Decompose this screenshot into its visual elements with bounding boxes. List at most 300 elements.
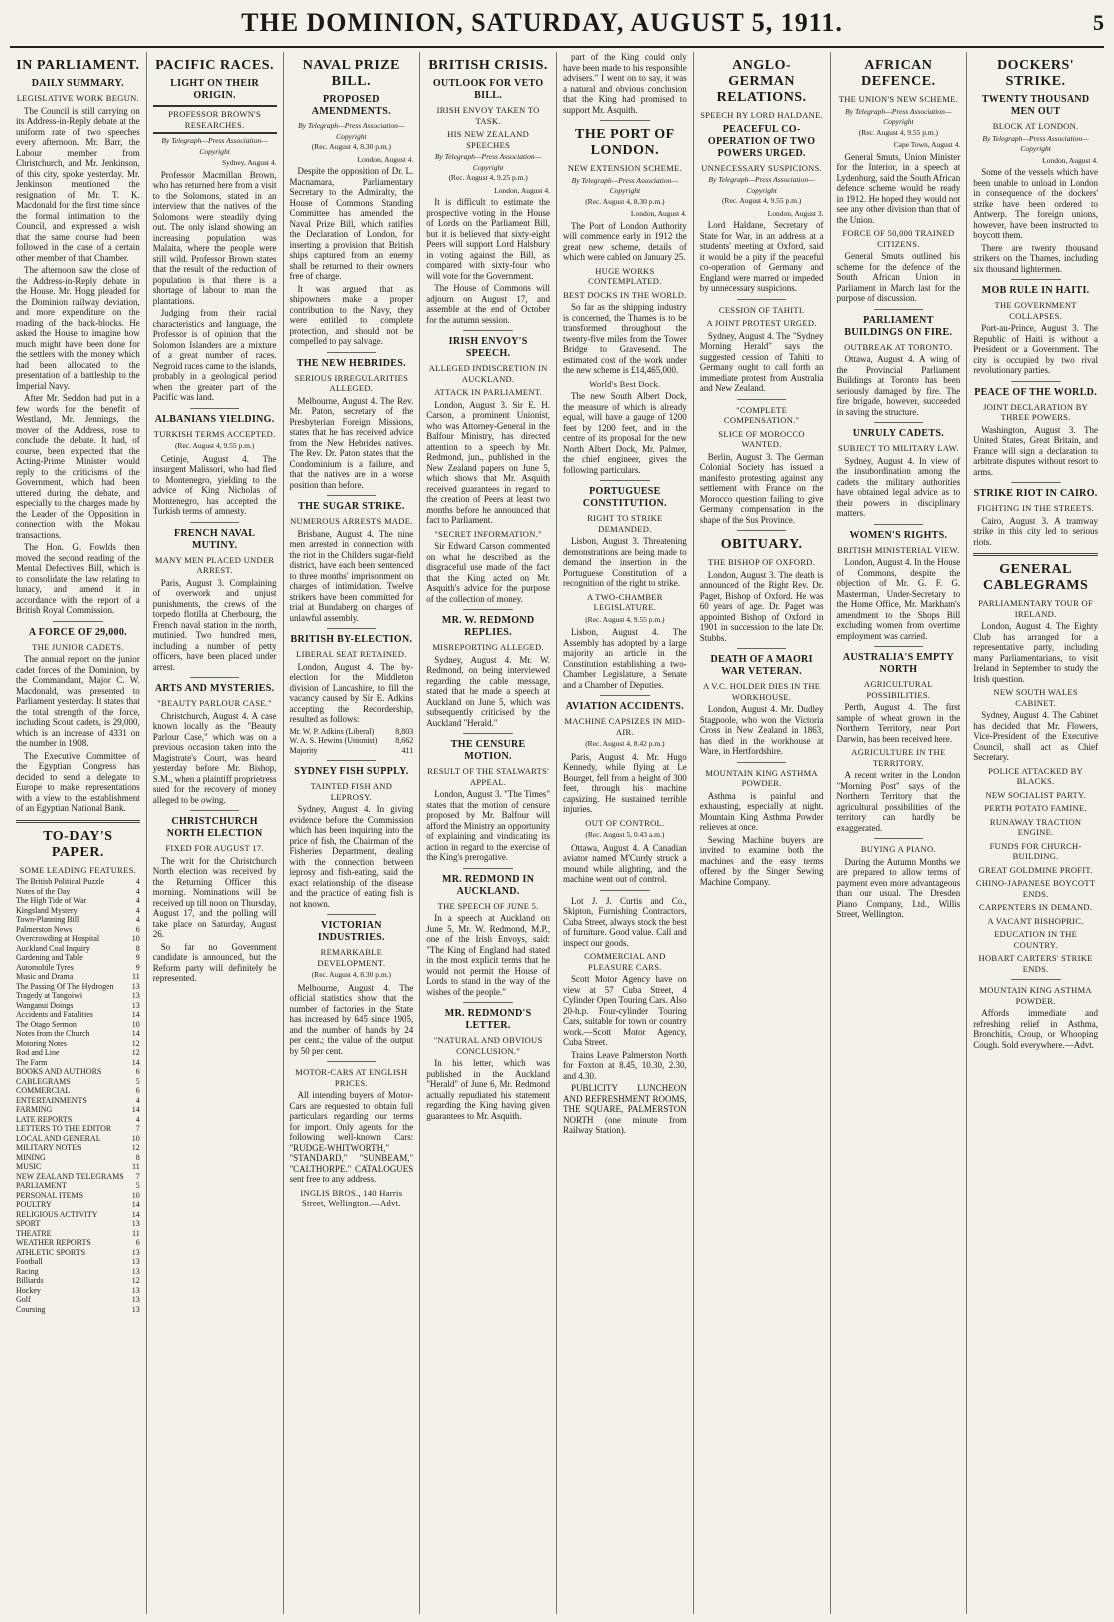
contents-row	[16, 1248, 140, 1258]
subhead: TURKISH TERMS ACCEPTED.	[153, 428, 276, 439]
contents-page: 4	[135, 915, 140, 924]
article-paragraph: London, August 4. Mr. Dudley Stagpoole, who won the Victoria Cross in New Zealand in 1863, has died in the workhouse at Ware, in Hertfordshire.	[699, 704, 824, 756]
headline: ALBANIANS YIELDING.	[154, 413, 275, 425]
contents-row	[16, 1267, 140, 1277]
received-line: (Rec. August 4, 9.55 p.m.)	[174, 441, 255, 450]
contents-row	[16, 1276, 140, 1286]
received-line: (Rec. August 4, 9.55 p.m.)	[858, 127, 939, 137]
divider	[327, 1061, 377, 1062]
divider	[327, 495, 377, 496]
subhead: HOBART CARTERS' STRIKE ENDS.	[978, 953, 1093, 974]
subhead: "SECRET INFORMATION."	[434, 528, 542, 539]
advert-heading: MOTOR-CARS AT ENGLISH PRICES.	[295, 1067, 408, 1088]
article-paragraph: London, August 4. The by-election for the Middleton division of Lancashire, to fill the vacancy caused by Sir E. Adkins accepting the Recordership, resulted as follows:	[289, 661, 414, 724]
column-2	[147, 52, 284, 1614]
article-paragraph: Sir Edward Carson commented on what he described as the disgraceful use made of the fact that the King acted on Mr. Asquith's advice for the purpose of the collection of money.	[426, 541, 550, 604]
page-number: 5	[1093, 10, 1104, 35]
article-paragraph: There are twenty thousand strikers on the Thames, including six thousand lightermen.	[973, 242, 1098, 274]
contents-page: 10	[131, 934, 140, 943]
advert-body: PUBLICITY LUNCHEON AND REFRESHMENT ROOMS, THE SQUARE, PALMERSTON NORTH (one minute from Railway Station).	[563, 1083, 687, 1135]
contents-label: Notes of the Day	[16, 886, 71, 896]
contents-page: 5	[135, 1076, 140, 1086]
contents-label: Accidents and Fatalities	[16, 1010, 93, 1019]
divider	[1011, 279, 1061, 280]
received-line: (Rec. August 4, 8.30 p.m.)	[311, 970, 392, 979]
headline: VICTORIAN INDUSTRIES.	[317, 920, 385, 943]
subhead: THE JUNIOR CADETS.	[32, 641, 124, 652]
subhead: CARPENTERS IN DEMAND.	[978, 902, 1093, 912]
contents-page: 4	[135, 886, 140, 896]
advert-body: All intending buyers of Motor-Cars are requested to obtain full particulars regarding our terms for import. Only agents for the following well-known Cars: "RUDGE-WHITWORTH," "STANDARD," "SUNBEAM," "CALTHORPE." CATALOGUES sent free to any address.	[289, 1090, 414, 1184]
result-votes: 8,662	[395, 736, 414, 745]
divider	[463, 868, 513, 869]
subhead: SPEECH BY LORD HALDANE.	[700, 110, 823, 120]
result-name: Majority	[289, 745, 318, 755]
subhead: BLOCK AT LONDON.	[992, 121, 1079, 131]
divider	[327, 914, 377, 915]
divider	[1011, 381, 1061, 382]
divider	[1011, 979, 1061, 980]
contents-label: Tragedy at Tangoiwi	[16, 991, 83, 1000]
dateline: Cape Town, August 4.	[893, 140, 961, 149]
divider	[874, 422, 924, 423]
contents-page: 13	[131, 1266, 140, 1276]
subhead: PERTH POTATO FAMINE.	[984, 803, 1087, 813]
divider	[737, 299, 787, 300]
article-paragraph: Ottawa, August 4. A wing of the Provincial Parliament Buildings at Toronto has been seriously damaged by fire. The fire brigade, however, succeeded in saving the structure.	[836, 354, 961, 417]
subhead: LEGISLATIVE WORK BEGUN.	[16, 93, 139, 103]
contents-page: 11	[132, 972, 140, 981]
article-paragraph: Sydney, August 4. Mr. W. Redmond, on being interviewed regarding the cable message, stated that he made a speech at Auckland on June 5, which was subsequently criticised by the Auckland "Herald."	[426, 654, 550, 728]
subhead: FORCE OF 50,000 TRAINED CITIZENS.	[842, 228, 955, 249]
subhead: TAINTED FISH AND LEPROSY.	[310, 781, 393, 802]
subhead: A V.C. HOLDER DIES IN THE WORKHOUSE.	[702, 681, 821, 702]
headline: DEATH OF A MAORI WAR VETERAN.	[710, 654, 813, 677]
article-paragraph: Sydney, August 4. The "Sydney Morning Herald" says the suggested cession of Tahiti to Germany ought to call forth an immediate protest from Australia and New Zealand.	[699, 330, 824, 393]
contents-page: 13	[131, 1285, 140, 1295]
divider	[600, 890, 650, 891]
received-line: (Rec. August 4, 8.30 p.m.)	[311, 142, 392, 151]
article-paragraph: London, August 3. Sir E. H. Carson, a prominent Unionist, who was Attorney-General in the Balfour Ministry, has directed attention to a speech by Mr. Redmond, jun., published in the New Zealand papers on June 5, which shows that Mr. Asquith received guarantees in regard to the creation of Peers at least two months before he announced that fact to Parliament.	[426, 399, 550, 525]
headline: MOB RULE IN HAITI.	[981, 285, 1090, 296]
subhead: TWENTY THOUSAND MEN OUT	[981, 94, 1090, 117]
contents-page: 13	[131, 1257, 140, 1266]
subhead: A JOINT PROTEST URGED.	[706, 318, 817, 328]
headline-todays-paper: TO-DAY'S PAPER.	[43, 828, 113, 860]
article-paragraph: It is difficult to estimate the prospective voting in the House of Lords on the Parliament Bill, but it is believed that sixty-eight Peers will support Lord Halsbury in voting against the Bill, as compared with sixty-four who will vote for the Government.	[426, 197, 550, 281]
contents-page: 5	[135, 1181, 140, 1190]
contents-page: 13	[131, 1304, 140, 1314]
article-paragraph: Melbourne, August 4. The Rev. Mr. Paton, secretary of the Presbyterian Foreign Missions, states that he has received advice from the New Hebrides natives. The Rev. Dr. Paton states that the Condominium is a failure, and that the natives are in a worse position than before.	[289, 395, 414, 490]
article-paragraph: The annual report on the junior cadet forces of the Dominion, by the Commandant, Major C. W. Macdonald, was presented to Parliament yesterday. It states that the total strength of the force, including Scout cadets, is 29,000, which is an increase of 4331 on the number in 1908.	[16, 654, 140, 748]
contents-label: ENTERTAINMENTS	[16, 1095, 87, 1105]
advert-body: During the Autumn Months we are prepared to allow terms of payment even more advantageous than our usual. The Dresden Piano Company, Ltd., Willis Street, Wellington.	[836, 856, 961, 919]
contents-row	[16, 1305, 140, 1315]
article-paragraph: Ottawa, August 4. A Canadian aviator named M'Curdy struck a mound while alighting, and the machine went out of control.	[563, 842, 687, 884]
contents-row	[16, 1238, 140, 1248]
article-paragraph: In a speech at Auckland on June 5, Mr. W. Redmond, M.P., one of the Irish Envoys, said: "The King of England had stated in the most explicit terms that he would not permit the House of Lords to stand in the way of the wishes of the people."	[426, 913, 550, 997]
subhead: PARLIAMENTARY TOUR OF IRELAND.	[978, 598, 1093, 619]
contents-row	[16, 1134, 140, 1144]
article-paragraph: Despite the opposition of Dr. L. Macnamara, Parliamentary Secretary to the Admiralty, the House of Commons Standing Committee has amended the Naval Prize Bill, which ratifies the Declaration of London, for inserting a provision that British ships captured from an enemy shall be returned to their owners free of charge.	[289, 166, 414, 281]
divider	[190, 677, 240, 678]
contents-label: POULTRY	[16, 1200, 52, 1209]
contents-row	[16, 1067, 140, 1077]
result-name: Mr. W. P. Adkins (Liberal)	[289, 726, 375, 736]
advert-body: Asthma is painful and exhausting, especially at night. Mountain King Asthma Powder relieves at once.	[699, 790, 824, 832]
subhead: THE SPEECH OF JUNE 5.	[437, 900, 539, 911]
article-paragraph: The Port of London Authority will commence early in 1912 the great new scheme, details of which were cabled on January 25.	[563, 220, 687, 262]
divider	[874, 309, 924, 310]
divider	[737, 762, 787, 763]
contents-row	[16, 925, 140, 935]
headline: MR. W. REDMOND REPLIES.	[441, 615, 535, 638]
contents-label: Coursing	[16, 1304, 46, 1314]
dateline: London, August 4.	[357, 154, 414, 164]
contents-list	[16, 877, 140, 1314]
contents-page: 11	[132, 1162, 140, 1171]
contents-row	[16, 1077, 140, 1087]
result-row	[290, 736, 414, 746]
article-paragraph: So far no Government candidate is announced, but the Reform party will definitely be represented.	[152, 941, 277, 983]
divider	[737, 648, 787, 649]
article-paragraph: The Hon. G. Fowlds then moved the second reading of the Mental Defectives Bill, which is to consolidate the law relating to lunacy, and amend it in accordance with the report of a British Royal Commission.	[16, 542, 140, 615]
headline-naval-prize: NAVAL PRIZE BILL.	[302, 58, 400, 89]
contents-label: Motoring Notes	[16, 1038, 67, 1048]
contents-row	[16, 1001, 140, 1011]
article-paragraph: In his letter, which was published in the Auckland "Herald" of June 6, Mr. Redmond actually repudiated his statement regarding the King having given guarantees to Mr. Asquith.	[426, 1058, 550, 1121]
column-1	[10, 52, 147, 1614]
subhead: HIS NEW ZEALAND SPEECHES	[447, 129, 530, 150]
divider	[463, 330, 513, 331]
contents-label: Golf	[16, 1295, 31, 1304]
article-paragraph: London, August 4. In the House of Commons, despite the objection of Mr. G. F. G. Masterman, Under-Secretary to the Home Office, Mr. Markham's amendment to the Shops Bill excluding women from overtime employment was carried.	[836, 557, 961, 641]
contents-row	[16, 1153, 140, 1163]
contents-row	[16, 896, 140, 906]
article-paragraph: The writ for the Christchurch North election was received by the Returning Officer this morning. Nominations will be received up till noon on Thursday, August 17, and the polling will take place on Saturday, August 26.	[152, 855, 277, 939]
result-votes: 8,803	[395, 726, 414, 736]
subhead: THE UNION'S NEW SCHEME.	[838, 94, 958, 104]
contents-row	[16, 1162, 140, 1172]
contents-label: WEATHER REPORTS	[16, 1238, 91, 1247]
article-paragraph: So far as the shipping industry is concerned, the Thames is to be transformed throughout the twenty-five miles from the Tower Bridge to Gravesend. The estimated cost of the work under the new scheme is £14,465,000.	[563, 302, 687, 375]
contents-row	[16, 1086, 140, 1096]
column-8	[967, 52, 1104, 1614]
article-paragraph: Berlin, August 3. The German Colonial Society has issued a manifesto protesting against any settlement with France on the Morocco question failing to give Germany compensation in the shape of the Sus Province.	[699, 451, 824, 525]
divider	[327, 628, 377, 629]
credit-line: By Telegraph—Press Association—Copyright	[434, 152, 542, 172]
divider	[327, 760, 377, 761]
headline: PORTUGUESE CONSTITUTION.	[582, 486, 667, 509]
contents-page: 7	[135, 1124, 140, 1133]
subhead: AGRICULTURAL POSSIBILITIES.	[863, 679, 933, 700]
headline-parliament: IN PARLIAMENT.	[16, 58, 140, 73]
headline: CHRISTCHURCH NORTH ELECTION	[166, 816, 263, 839]
contents-row	[16, 887, 140, 897]
contents-page: 11	[132, 1228, 140, 1238]
divider	[1011, 482, 1061, 483]
article-paragraph: It was argued that as shipowners make a proper contribution to the Navy, they were entitled to complete protection, and should not be compelled to pay salvage.	[289, 283, 414, 346]
contents-page: 14	[131, 1105, 140, 1114]
contents-row	[16, 991, 140, 1001]
result-row	[290, 746, 414, 756]
divider	[874, 524, 924, 525]
contents-page: 6	[135, 1238, 140, 1247]
credit-line: By Telegraph—Press Association—Copyright	[982, 133, 1089, 153]
advert-heading: MOUNTAIN KING ASTHMA POWDER.	[705, 767, 818, 788]
contents-label: Hockey	[16, 1285, 41, 1295]
contents-row	[16, 944, 140, 954]
advert-body: Sewing Machine buyers are invited to examine both the machines and the easy terms offered by the Singer Sewing Machine Company.	[699, 834, 824, 887]
contents-row	[16, 915, 140, 925]
subhead: NEW SOCIALIST PARTY.	[985, 789, 1086, 800]
subhead: JOINT DECLARATION BY THREE POWERS.	[983, 401, 1089, 422]
received-line: (Rec. August 4, 9.55 p.m.)	[721, 196, 802, 205]
divider	[463, 1002, 513, 1003]
contents-label: THEATRE	[16, 1228, 52, 1238]
article-paragraph: Paris, August 4. Mr. Hugo Kennedy, while flying at Le Bourget, fell from a height of 300 feet, through his machine capsizing. He sustained terrible injuries.	[563, 751, 687, 814]
headline: AUSTRALIA'S EMPTY NORTH	[842, 652, 954, 675]
contents-label: LATE REPORTS	[16, 1114, 73, 1124]
column-4	[420, 52, 557, 1614]
subhead: AGRICULTURE IN THE TERRITORY.	[851, 747, 946, 768]
credit-line: By Telegraph—Press Association—Copyright	[845, 106, 952, 126]
subhead: LIBERAL SEAT RETAINED.	[296, 649, 407, 659]
article-paragraph: The afternoon saw the close of the Address-in-Reply debate in the House. Mr. Hogg pleaded for the Dominion railway deviation, and more expenditure on the roading of the back-blocks. He asked the House to imagine how much might have been done for the settlers with the money which had been allocated to the presentation of a battleship to the Imperial Navy.	[16, 265, 140, 391]
masthead	[10, 0, 1104, 48]
contents-row	[16, 1257, 140, 1267]
contents-row	[16, 1143, 140, 1153]
headline-anglo-german: ANGLO-GERMAN RELATIONS.	[716, 58, 807, 105]
article-paragraph: The new South Albert Dock, the measure of which is already equal, will have a gauge of 1200 feet by 1200 feet, and in the centre of its proposal for the new North Albert Dock, Mr. Palmer, the chief engineer, gives the following particulars.	[563, 391, 687, 475]
column-7	[831, 52, 968, 1614]
credit-line: By Telegraph—Press Association—Copyright	[161, 136, 268, 156]
article-paragraph: Christchurch, August 4. A case known locally as the "Beauty Parlour Case," which was on a previous occasion taken into the Magistrate's Court, was heard yesterday before Mr. Bishop, S.M., when a plaintiff proprietress sued for the recovery of money alleged to be owing.	[152, 710, 277, 805]
result-votes: 411	[401, 745, 414, 755]
contents-label: The Farm	[16, 1057, 48, 1067]
subhead: BEST DOCKS IN THE WORLD.	[563, 289, 687, 300]
subhead: "BEAUTY PARLOUR CASE."	[157, 698, 272, 708]
column-5	[557, 52, 694, 1614]
article-paragraph: Paris, August 3. Complaining of overwork and unjust punishments, the crews of the torpedo flotilla at Cherbourg, the French naval station in the north, mutinied. Two hundred men, including a number of petty officers, have been placed under arrest.	[152, 577, 277, 672]
contents-page: 14	[131, 1057, 140, 1067]
divider	[463, 733, 513, 734]
article-paragraph: A recent writer in the London "Morning Post" says of the Northern Territory that the agricultural possibilities of the territory can hardly be exaggerated.	[836, 770, 961, 833]
contents-page: 10	[131, 1019, 140, 1029]
headline-pacific-races: PACIFIC RACES.	[155, 58, 274, 73]
contents-label: BOOKS AND AUTHORS	[16, 1067, 102, 1076]
contents-page: 4	[135, 896, 140, 905]
contents-page: 6	[135, 924, 140, 934]
contents-page: 4	[135, 877, 140, 886]
contents-row	[16, 1210, 140, 1220]
subhead: ATTACK IN PARLIAMENT.	[434, 387, 543, 397]
contents-row	[16, 934, 140, 944]
contents-row	[16, 953, 140, 963]
article-paragraph: London, August 4. The Eighty Club has arranged for a representative party, including many Parliamentarians, to visit Ireland in September to study the Irish question.	[973, 621, 1098, 684]
dateline: Sydney, August 4.	[221, 158, 277, 167]
contents-row	[16, 906, 140, 916]
contents-page: 13	[131, 1000, 140, 1010]
subhead: World's Best Dock.	[589, 378, 661, 389]
headline: THE SUGAR STRIKE.	[298, 501, 405, 512]
subhead: DAILY SUMMARY.	[31, 78, 124, 89]
subhead: POLICE ATTACKED BY BLACKS.	[988, 765, 1084, 786]
contents-label: Football	[16, 1257, 43, 1266]
headline-obituary: OBITUARY.	[720, 537, 803, 552]
contents-label: Automobile Tyres	[16, 962, 74, 972]
received-line: (Rec. August 5, 0.43 a.m.)	[585, 830, 665, 839]
headline: FRENCH NAVAL MUTINY.	[173, 527, 256, 551]
columns	[10, 52, 1104, 1614]
contents-page: 10	[131, 1190, 140, 1200]
article-paragraph: Some of the vessels which have been unable to unload in London in consequence of the dockers' strike have been ordered to Antwerp. The foreign unions, however, have been instructed to boycott them.	[973, 167, 1098, 240]
contents-label: Kingsland Mystery	[16, 905, 78, 915]
advert-heading: COMMERCIAL AND PLEASURE CARS.	[584, 951, 666, 972]
headline: WOMEN'S RIGHTS.	[849, 529, 948, 541]
contents-label: COMMERCIAL	[16, 1086, 71, 1095]
contents-page: 8	[135, 943, 140, 953]
advert-body: Lot J. J. Curtis and Co., Skipton, Furnishing Contractors, Cuba Street, always stock the best of furniture. Good value. Call and inspect our goods.	[563, 895, 687, 948]
subhead: MISREPORTING ALLEGED.	[432, 642, 544, 652]
subhead: REMARKABLE DEVELOPMENT.	[317, 947, 386, 968]
received-line: (Rec. August 4, 9.25 p.m.)	[448, 173, 528, 182]
headline-african-defence: AFRICAN DEFENCE.	[861, 58, 936, 89]
contents-label: LOCAL AND GENERAL	[16, 1133, 101, 1143]
contents-row	[16, 1191, 140, 1201]
advert-heading: MOUNTAIN KING ASTHMA POWDER.	[979, 985, 1092, 1006]
credit-line: By Telegraph—Press Association—Copyright	[708, 175, 815, 195]
contents-page: 13	[131, 1247, 140, 1257]
subhead: MANY MEN PLACED UNDER ARREST.	[154, 554, 275, 575]
subhead: CHINO-JAPANESE BOYCOTT ENDS.	[975, 878, 1096, 899]
subhead: HUGE WORKS CONTEMPLATED.	[588, 265, 662, 286]
credit-line: By Telegraph—Press Association—Copyright	[298, 121, 405, 141]
contents-label: Rod and Line	[16, 1048, 60, 1057]
article-paragraph: General Smuts, Union Minister for the Interior, in a speech at Lydenburg, said the South African defence scheme would be ready in 1912. He hoped they would not see any other division than that of the Union.	[836, 151, 961, 225]
contents-page: 12	[131, 1048, 140, 1057]
contents-page: 9	[135, 962, 140, 972]
article-paragraph: Sydney, August 4. The Cabinet has decided that Mr. Flowers, Vice-President of the Executive Council, shall act as Chief Secretary.	[973, 710, 1098, 762]
contents-row	[16, 1181, 140, 1191]
contents-label: RELIGIOUS ACTIVITY	[16, 1209, 98, 1219]
article-paragraph: The Council is still carrying on its Address-in-Reply debate at the uniform rate of two speeches every afternoon. Mr. Barr, the Labour member from Christchurch, and Mr. Jenkinson, of this city, spoke yesterday. Mr. Jenkinson mentioned the resignation of Mr. T. K. Macdonald for the first time since the formal intimation to the Council, and expressed a wish that the same course had been followed in the case of a certain other member of that Chamber.	[16, 105, 140, 263]
article-paragraph: Port-au-Prince, August 3. The Republic of Haiti is without a President or a Government. The city is occupied by two rival revolutionary parties.	[973, 323, 1098, 375]
contents-row	[16, 1039, 140, 1049]
contents-label: Gardening and Table	[16, 953, 83, 962]
article-paragraph: Cairo, August 3. A tramway strike in this city led to serious riots.	[973, 515, 1098, 547]
advert-body: Scott Motor Agency have on view at 57 Cuba Street, 4 Cylinder Open Touring Cars. Also 20-h.p. Four-cylinder Touring Cars, suitable for town or country work.—Scott Motor Agency, Cuba Street.	[563, 974, 687, 1047]
subhead: RUNAWAY TRACTION ENGINE.	[989, 816, 1082, 837]
article-paragraph: London, August 3. "The Times" states that the motion of censure proposed by Mr. Balfour will afford the Ministry an opportunity of explaining and vindicating its action in regard to the exercise of the King's prerogative.	[426, 789, 550, 862]
subhead: OUTLOOK FOR VETO BILL.	[432, 78, 544, 101]
divider	[600, 695, 650, 696]
received-line: (Rec. August 4, 8.30 p.m.)	[585, 196, 665, 206]
article-paragraph: part of the King could only have been made to his responsible advisers." I went on to say, it was a natural and obvious conclusion that the King had promised to support Mr. Asquith.	[563, 52, 687, 115]
election-results	[290, 727, 414, 756]
contents-row	[16, 1200, 140, 1210]
headline-british-crisis: BRITISH CRISIS.	[428, 58, 548, 73]
article-paragraph: The Executive Committee of the Egyptian Congress has decided to send a delegate to Europe to make representations with a view to the establishment of an Egyptian National Bank.	[16, 750, 140, 813]
subhead: NUMEROUS ARRESTS MADE.	[290, 516, 413, 526]
contents-label: CABLEGRAMS	[16, 1076, 71, 1086]
headline: THE NEW HEBRIDES.	[296, 357, 406, 369]
divider	[973, 553, 1098, 556]
divider	[600, 480, 650, 481]
article-paragraph: Sydney, August 4. In view of the insubordination among the cadets the military authorities have obtained legal advice as to their powers in disciplinary matters.	[836, 455, 961, 518]
contents-page: 8	[135, 1152, 140, 1162]
divider	[463, 609, 513, 610]
contents-label: The British Political Puzzle	[16, 877, 105, 886]
contents-page: 12	[131, 1038, 140, 1048]
contents-page: 14	[131, 1010, 140, 1019]
subhead: NEW EXTENSION SCHEME.	[567, 163, 682, 173]
subhead: OUTBREAK AT TORONTO.	[844, 341, 953, 352]
article-paragraph: Judging from their racial characteristics and language, the Professor is of opinion that the Solomon Islanders are a mixture of a great number of races. Negroid races came to the islands, probably in a geological period when the greater part of the Pacific was land.	[152, 308, 277, 402]
article-paragraph: Sydney, August 4. In giving evidence before the Commission which has been inquiring into the price of fish, the Chairman of the Fisheries Department, dealing with the connection between leprosy and fish-eating, said the exact relationship of the disease and the practice of eating fish is not known.	[289, 804, 414, 909]
subhead: NEW SOUTH WALES CABINET.	[993, 687, 1078, 708]
headline-general-cablegrams: GENERAL CABLEGRAMS	[982, 562, 1089, 593]
result-row	[290, 727, 414, 737]
divider	[737, 399, 787, 400]
article-paragraph: Washington, August 3. The United States, Great Britain, and France will sign a declaration to arbitrate disputes without resort to arms.	[973, 424, 1098, 477]
contents-page: 14	[131, 1029, 140, 1038]
divider	[53, 621, 103, 622]
headline: PEACE OF THE WORLD.	[974, 386, 1097, 398]
headline: SYDNEY FISH SUPPLY.	[294, 766, 409, 777]
contents-label: Town-Planning Bill	[16, 915, 80, 924]
contents-row	[16, 877, 140, 887]
contents-page: 13	[131, 981, 140, 991]
contents-label: MUSIC	[16, 1162, 42, 1171]
headline: UNRULY CADETS.	[852, 428, 944, 439]
subhead: THE GOVERNMENT COLLAPSES.	[994, 300, 1077, 321]
headline: IRISH ENVOY'S SPEECH.	[448, 336, 528, 359]
contents-row	[16, 1286, 140, 1296]
headline: MR. REDMOND IN AUCKLAND.	[442, 873, 535, 897]
contents-label: MILITARY NOTES	[16, 1143, 82, 1152]
subhead: THE BISHOP OF OXFORD.	[708, 557, 816, 567]
contents-label: Music and Drama	[16, 972, 74, 981]
contents-row	[16, 1115, 140, 1125]
contents-row	[16, 1048, 140, 1058]
subhead: SLICE OF MOROCCO WANTED.	[718, 428, 805, 449]
contents-label: PERSONAL ITEMS	[16, 1190, 84, 1200]
subhead: RESULT OF THE STALWARTS' APPEAL.	[427, 766, 549, 787]
contents-row	[16, 1295, 140, 1305]
contents-row	[16, 1096, 140, 1106]
contents-row	[16, 1029, 140, 1039]
contents-label: The Passing Of The Hydrogen	[16, 981, 114, 991]
headline: MR. REDMOND'S LETTER.	[444, 1008, 532, 1031]
divider	[600, 120, 650, 121]
subhead: "COMPLETE COMPENSATION."	[723, 404, 800, 425]
contents-label: NEW ZEALAND TELEGRAMS	[16, 1171, 124, 1181]
contents-label: Palmerston News	[16, 924, 73, 934]
subhead: FUNDS FOR CHURCH-BUILDING.	[989, 840, 1082, 861]
subhead: PROFESSOR BROWN'S RESEARCHES.	[153, 105, 277, 134]
contents-label: LETTERS TO THE EDITOR	[16, 1124, 112, 1133]
contents-row	[16, 1172, 140, 1182]
article-paragraph: The House of Commons will adjourn on August 17, and assemble at the end of October for the autumn session.	[426, 283, 550, 325]
contents-page: 4	[135, 905, 140, 915]
subhead: CESSION OF TAHITI.	[718, 304, 805, 315]
contents-page: 13	[131, 1295, 140, 1304]
headline: THE CENSURE MOTION.	[450, 739, 526, 762]
divider	[327, 352, 377, 353]
contents-row	[16, 1229, 140, 1239]
subhead: BRITISH MINISTERIAL VIEW.	[837, 544, 960, 555]
